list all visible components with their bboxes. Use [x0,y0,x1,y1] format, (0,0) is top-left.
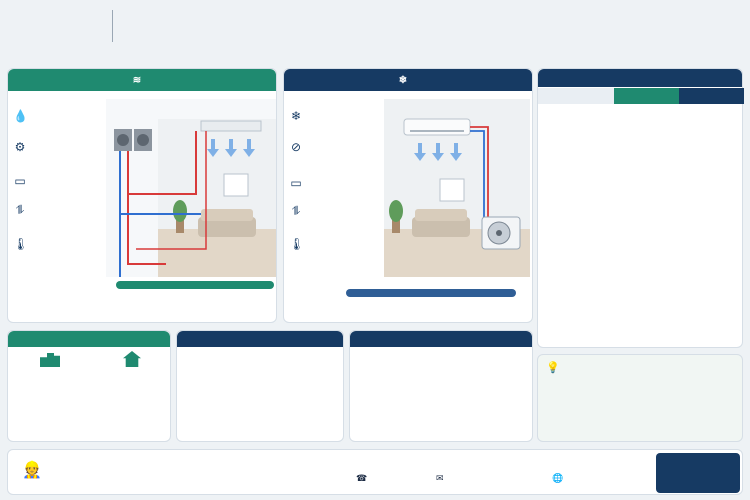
email-icon: ✉ [436,473,444,483]
fancoil-header [8,69,276,91]
fancoil-note [116,281,274,289]
pipe-icon: ⥮ [15,203,25,217]
lightbulb-icon: 💡 [546,362,560,374]
fancoil-panel [7,68,277,323]
col-klima [679,88,744,104]
drop-icon: 💧 [13,109,28,123]
thermometer-icon: 🌡 [13,237,29,251]
snowflake-sun-icon: ≋ [132,74,142,86]
building-icon [40,353,60,367]
fancoil-diagram [106,99,276,277]
usage-header [8,331,170,347]
pipe-icon: ⥮ [291,204,301,218]
differences-table [537,68,743,348]
klima-note [346,289,516,297]
unit-icon: ▭ [14,174,26,188]
ban-icon: ⊘ [290,140,302,154]
globe-icon: 🌐 [552,473,564,483]
klima-advantages-panel [349,330,533,442]
phone-icon: ☎ [356,473,368,483]
thermometer-icon: 🌡 [289,237,305,251]
selection-panel [537,354,743,442]
col-criteria [538,88,614,104]
klima-diagram [384,99,530,277]
snowflake-icon: ❄ [290,109,302,123]
fancoil-advantages-panel [176,330,344,442]
engineer-icon: 👷 [22,462,42,479]
klima-adv-header [350,331,532,347]
gear-icon: ⚙ [14,140,26,154]
usage-panel [7,330,171,442]
snowflake-icon: ❄ [398,74,408,86]
klima-header [284,69,532,91]
footer-panel [7,449,743,495]
house-icon [123,351,141,367]
logo-divider [112,10,113,42]
ac-unit-icon: ▭ [290,176,302,190]
klima-panel [283,68,533,323]
fancoil-adv-header [177,331,343,347]
slogan-badge [656,453,740,493]
table-header [538,69,742,87]
col-fancoil [614,88,679,104]
table-col-header [538,88,744,104]
